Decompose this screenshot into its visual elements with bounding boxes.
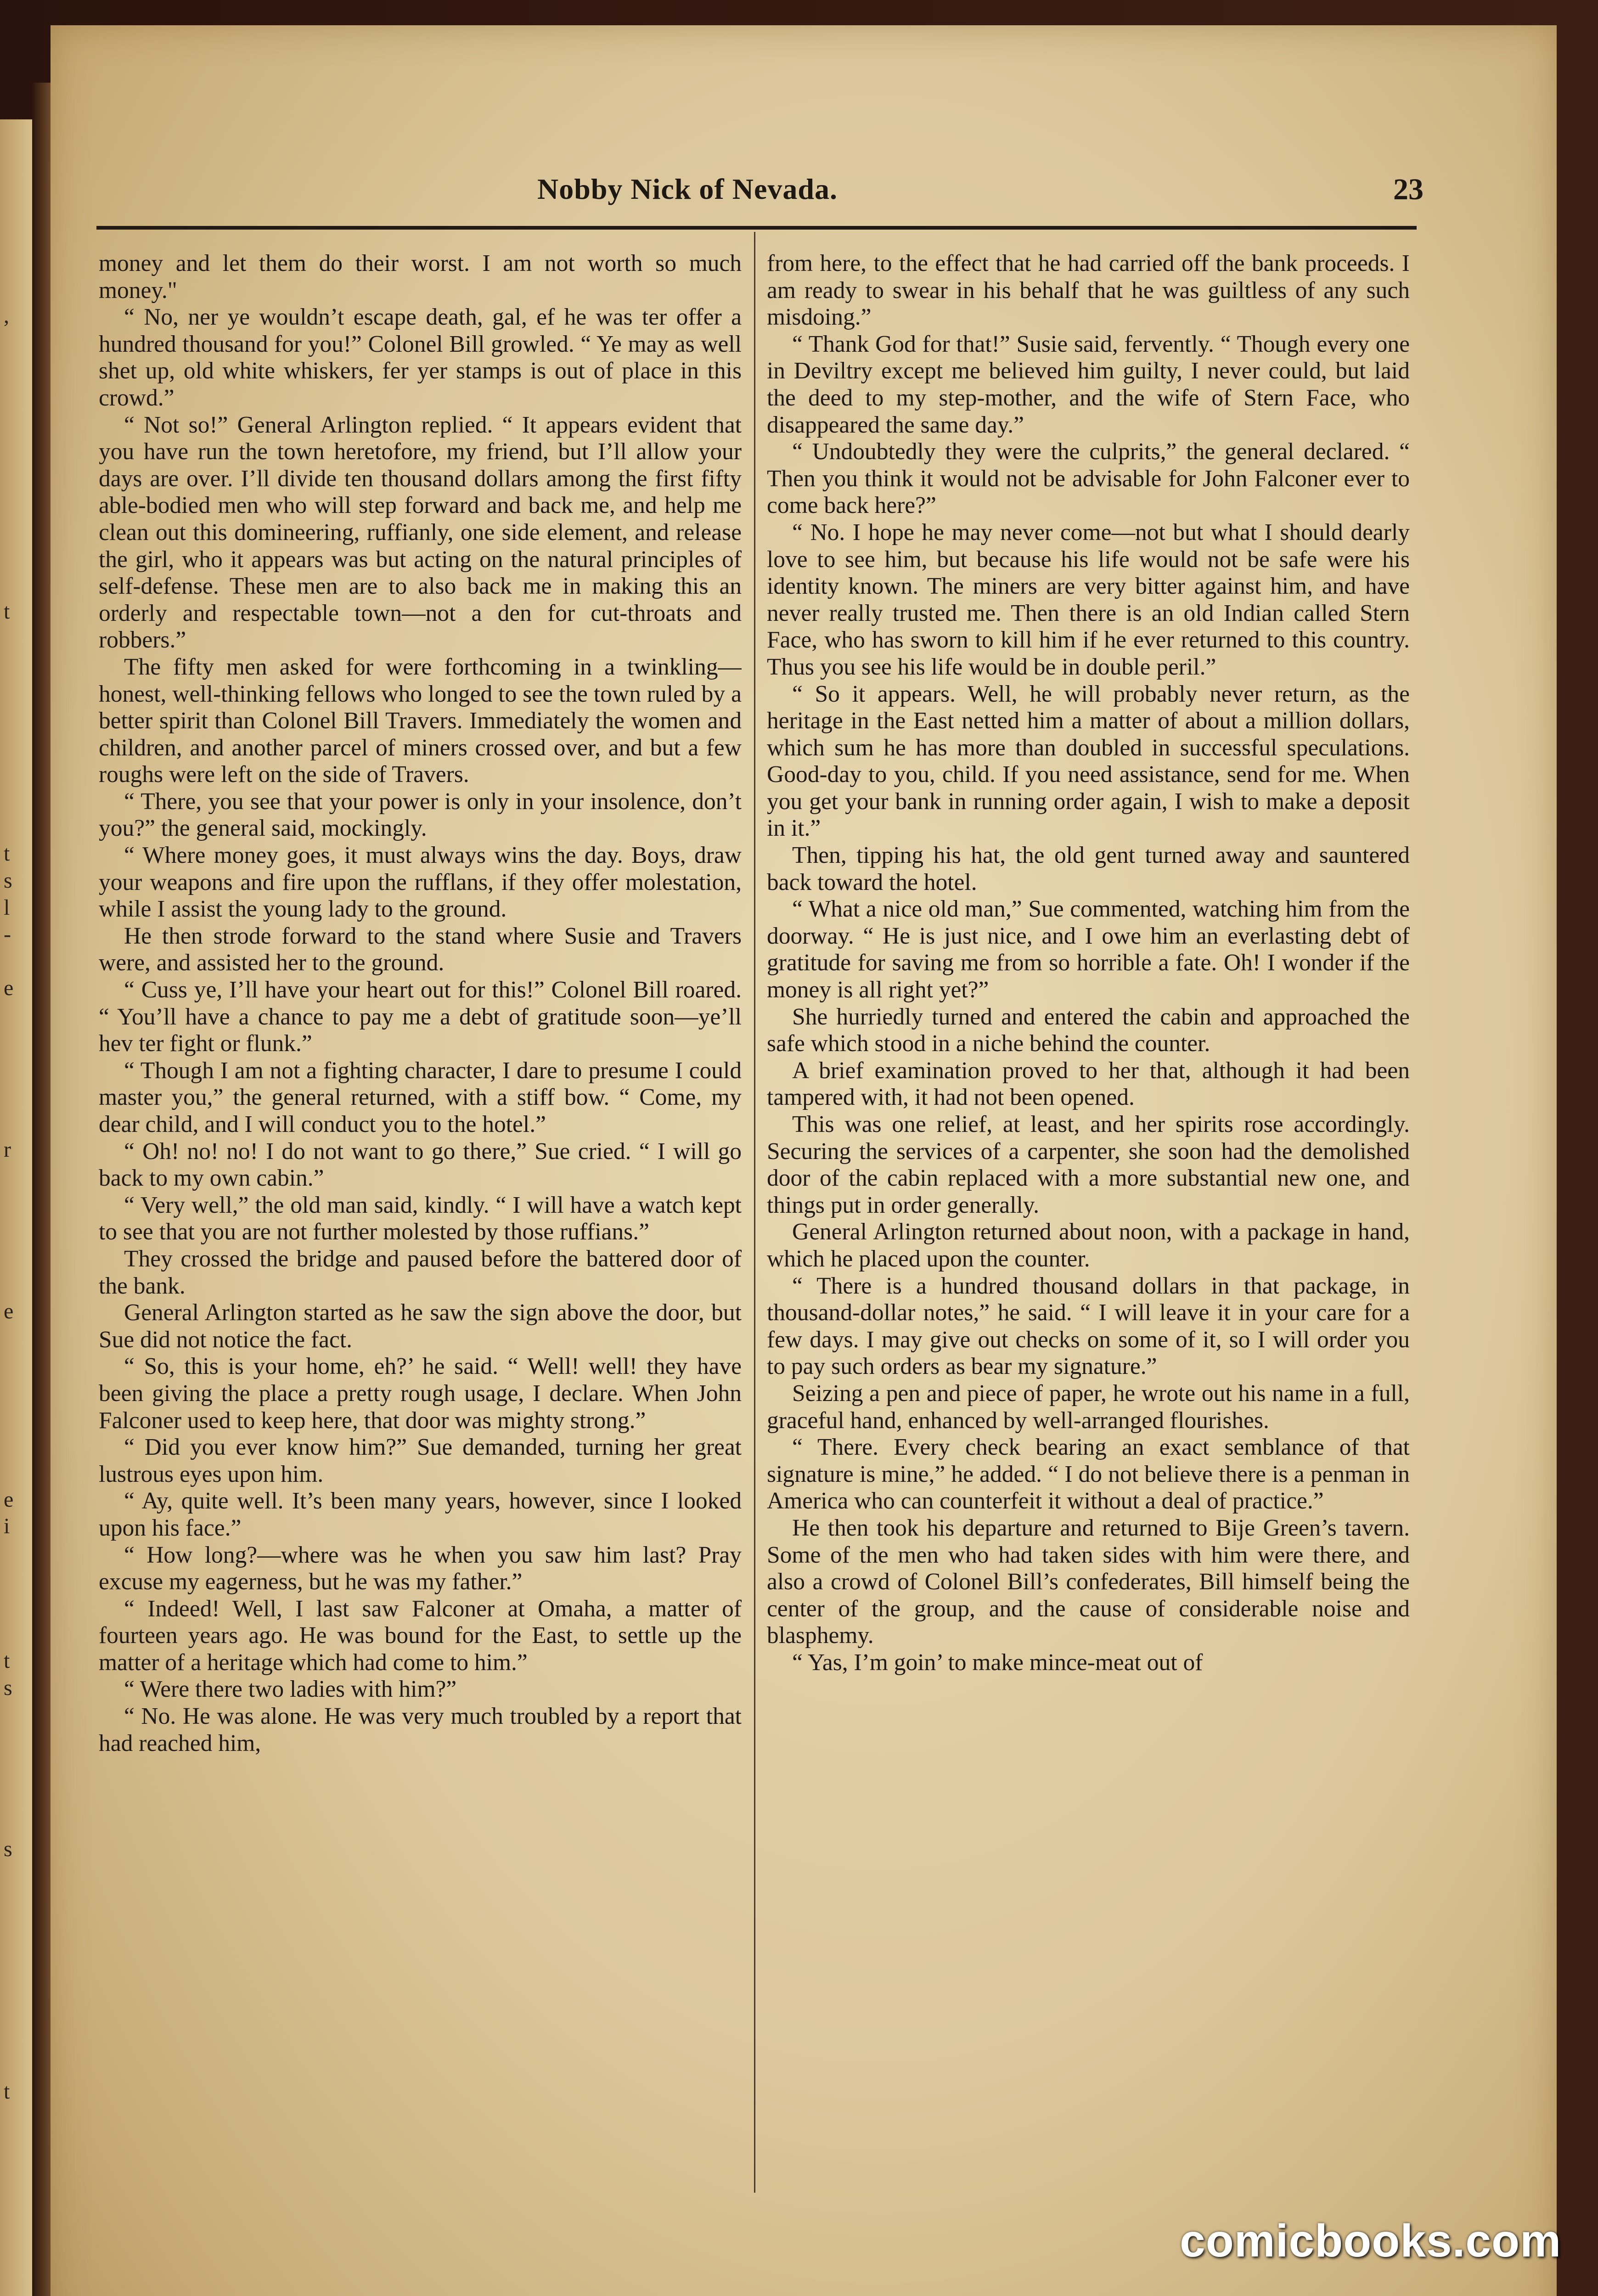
edge-letter: i bbox=[4, 1514, 10, 1539]
paragraph: from here, to the effect that he had carried off the bank proceeds. I am ready to swear in his behalf that he was guiltless of any such misdoing.” bbox=[767, 250, 1410, 331]
edge-letter bbox=[4, 276, 29, 303]
paragraph: Then, tipping his hat, the old gent turned away and sauntered back toward the hotel. bbox=[767, 842, 1410, 895]
paragraph: “ There, you see that your power is only in your insolence, don’t you?” the general said, mockingly. bbox=[99, 788, 742, 842]
edge-letter bbox=[4, 1944, 29, 1971]
edge-letter bbox=[4, 1728, 29, 1756]
edge-letter bbox=[4, 1056, 29, 1083]
edge-letter: t bbox=[4, 2079, 10, 2104]
paragraph: “ There is a hundred thousand dollars in that package, in thousand-dollar notes,” he said. “ I will leave it in your care for a few days. I may give out checks on some of it, so I will order you to pay such orders as bear my signature.” bbox=[767, 1272, 1410, 1380]
edge-letter: t bbox=[4, 1649, 10, 1673]
paragraph: “ Yas, I’m goin’ to make mince-meat out of bbox=[792, 1649, 1203, 1676]
paragraph: A brief examination proved to her that, although it had been tampered with, it had not been opened. bbox=[767, 1057, 1410, 1111]
edge-letter bbox=[4, 1594, 29, 1621]
paragraph: He then strode forward to the stand where Susie and Travers were, and assisted her to the ground. bbox=[99, 923, 742, 976]
edge-letter bbox=[4, 1863, 29, 1890]
edge-letter bbox=[4, 1998, 29, 2025]
paragraph: “ Cuss ye, I’ll have your heart out for this!” Colonel Bill roared. “ You’ll have a chance to pay me a debt of gratitude soon—ye’ll hev ter fight or flunk.” bbox=[99, 977, 742, 1057]
edge-letter bbox=[4, 329, 29, 356]
edge-letter bbox=[4, 1244, 29, 1271]
edge-letter bbox=[4, 1164, 29, 1191]
edge-letter bbox=[4, 1890, 29, 1917]
paragraph: “ No. I hope he may never come—not but what I should dearly love to see him, but because his life would not be safe were his identity known. The miners are very bitter against him, and have never really trusted me. Then there is an old Indian called Stern Face, who has sworn to kill him if he ever returned to this country. Thus you see his life would be in double peril.” bbox=[767, 519, 1410, 680]
edge-letter bbox=[4, 356, 29, 383]
watermark: comicbooks.com bbox=[1180, 2215, 1561, 2267]
edge-letter bbox=[4, 1083, 29, 1110]
paragraph: This was one relief, at least, and her spirits rose accordingly. Securing the services of a carpenter, she soon had the demolished door of the cabin replaced with a more substantial new one, and things put in order generally. bbox=[767, 1111, 1410, 1218]
edge-letter bbox=[4, 491, 29, 518]
edge-letter: s bbox=[4, 1675, 12, 1700]
paragraph: “ Ay, quite well. It’s been many years, however, since I looked upon his face.” bbox=[99, 1488, 742, 1541]
edge-letter bbox=[4, 625, 29, 653]
edge-letter bbox=[4, 733, 29, 760]
edge-letter: e bbox=[4, 1299, 14, 1323]
book-gutter bbox=[32, 83, 51, 2296]
edge-letter bbox=[4, 787, 29, 814]
edge-letter bbox=[4, 1567, 29, 1594]
paragraph: “ So it appears. Well, he will probably never return, as the heritage in the East netted him a matter of about a million dollars, which sum he has more than doubled in successful speculations. Good-day to you, child. If you need assistance, send for me. When you get your bank in running order again, I wish to make a deposit in it.” bbox=[767, 681, 1410, 842]
edge-letter bbox=[4, 2025, 29, 2052]
edge-letter bbox=[4, 1756, 29, 1783]
edge-letter bbox=[4, 1379, 29, 1406]
edge-letter bbox=[4, 572, 29, 599]
edge-letter bbox=[4, 1325, 29, 1352]
paragraph: “ Indeed! Well, I last saw Falconer at Omaha, a matter of fourteen years ago. He was bound for the East, to settle up the matter of a heritage which had come to him.” bbox=[99, 1595, 742, 1676]
edge-letter bbox=[4, 679, 29, 706]
paragraph: “ Thank God for that!” Susie said, fervently. “ Though every one in Deviltry except me believed him guilty, I never could, but laid the deed to my step-mother, and the wife of Stern Face, who disappeared the same day.” bbox=[767, 331, 1410, 438]
text-column-left bbox=[99, 250, 742, 2195]
paragraph: Seizing a pen and piece of paper, he wrote out his name in a full, graceful hand, enhanced by well-arranged flourishes. bbox=[767, 1380, 1410, 1434]
edge-letter bbox=[4, 464, 29, 491]
edge-letter bbox=[4, 1701, 29, 1728]
paragraph: money and let them do their worst. I am not worth so much money." bbox=[99, 250, 742, 304]
edge-letter bbox=[4, 1029, 29, 1056]
paragraph: “ Where money goes, it must always wins the day. Boys, draw your weapons and fire upon the rufflans, if they offer molestation, while I assist the young lady to the ground. bbox=[99, 842, 742, 923]
header-rule bbox=[96, 226, 1417, 230]
paragraph: “ Did you ever know him?” Sue demanded, turning her great lustrous eyes upon him. bbox=[99, 1434, 742, 1487]
paragraph: “ No. He was alone. He was very much troubled by a report that had reached him, bbox=[99, 1703, 742, 1756]
edge-letter: t bbox=[4, 841, 10, 866]
paragraph: “ Though I am not a fighting character, I dare to presume I could master you,” the general returned, with a stiff bow. “ Come, my dear child, and I will conduct you to the hotel.” bbox=[99, 1057, 742, 1137]
edge-letter bbox=[4, 1352, 29, 1379]
edge-letter bbox=[4, 706, 29, 733]
edge-letter bbox=[4, 948, 29, 975]
edge-letter bbox=[4, 1621, 29, 1648]
paragraph: “ How long?—where was he when you saw him last? Pray excuse my eagerness, but he was my father.” bbox=[99, 1542, 742, 1595]
paragraph: “ Oh! no! no! I do not want to go there,” Sue cried. “ I will go back to my own cabin.” bbox=[99, 1138, 742, 1192]
edge-letter bbox=[4, 545, 29, 572]
edge-letter bbox=[4, 1970, 29, 1998]
edge-letter bbox=[4, 437, 29, 464]
edge-letter: t bbox=[4, 599, 10, 624]
edge-letter bbox=[4, 1459, 29, 1486]
paragraph: “ What a nice old man,” Sue commented, watching him from the doorway. “ He is just nice, and I owe him an everlasting debt of gratitude for saving me from so horrible a fate. Oh! I wonder if the money is all right yet?” bbox=[767, 896, 1410, 1003]
edge-letter bbox=[4, 1109, 29, 1137]
running-title: Nobby Nick of Nevada. bbox=[537, 173, 838, 205]
edge-letter bbox=[4, 1809, 29, 1836]
facing-page-letter-fragments bbox=[4, 276, 29, 2204]
running-header bbox=[487, 172, 1424, 214]
edge-letter: - bbox=[4, 922, 11, 947]
edge-letter bbox=[4, 814, 29, 841]
paragraph: The fifty men asked for were forthcoming in a twinkling—honest, well-thinking fellows who longed to see the town ruled by a better spirit than Colonel Bill Travers. Immediately the women and children, and another parcel of miners crossed over, and but a few roughs were left on the side of Travers. bbox=[99, 653, 742, 788]
edge-letter bbox=[4, 1217, 29, 1244]
paragraph: “ Not so!” General Arlington replied. “ It appears evident that you have run the town heretofore, my friend, but I’ll allow your days are over. I’ll divide ten thousand dollars among the first fifty able-bodied men who will step forward and back me, and help me clean out this domineering, ruffianly, one side element, and release the girl, who it appears was but acting on the natural principles of self-defense. These men are to also back me in making this an orderly and respectable town—not a den for cut-throats and robbers.” bbox=[99, 411, 742, 653]
paragraph: General Arlington started as he saw the sign above the door, but Sue did not notice the fact. bbox=[99, 1300, 742, 1353]
edge-letter bbox=[4, 1002, 29, 1029]
edge-letter bbox=[4, 1540, 29, 1567]
paragraph: “ Undoubtedly they were the culprits,” the general declared. “ Then you think it would not be advisable for John Falconer ever to come back here?” bbox=[767, 439, 1410, 519]
edge-letter bbox=[4, 1190, 29, 1217]
edge-letter: e bbox=[4, 976, 14, 1001]
edge-letter bbox=[4, 652, 29, 679]
edge-letter bbox=[4, 1406, 29, 1433]
edge-letter bbox=[4, 1917, 29, 1944]
paragraph: General Arlington returned about noon, with a package in hand, which he placed upon the counter. bbox=[767, 1219, 1410, 1272]
paragraph: “ Were there two ladies with him?” bbox=[124, 1676, 457, 1703]
paragraph: “ No, ner ye wouldn’t escape death, gal, ef he was ter offer a hundred thousand for you!” Colonel Bill growled. “ Ye may as well shet up, old white whiskers, fer yer stamps is out of place in this crowd.” bbox=[99, 304, 742, 411]
paragraph: She hurriedly turned and entered the cabin and approached the safe which stood in a niche behind the counter. bbox=[767, 1003, 1410, 1057]
edge-letter: , bbox=[4, 303, 9, 328]
edge-letter bbox=[4, 1782, 29, 1809]
paragraph: “ There. Every check bearing an exact semblance of that signature is mine,” he added. “ I do not believe there is a penman in America who can counterfeit it without a deal of practice.” bbox=[767, 1434, 1410, 1514]
edge-letter bbox=[4, 1271, 29, 1298]
edge-letter bbox=[4, 760, 29, 787]
edge-letter bbox=[4, 1433, 29, 1460]
edge-letter bbox=[4, 410, 29, 437]
edge-letter bbox=[4, 383, 29, 410]
edge-letter: s bbox=[4, 868, 12, 893]
edge-letter: s bbox=[4, 1837, 12, 1862]
paragraph: “ So, this is your home, eh?’ he said. “ Well! well! they have been giving the place a pretty rough usage, I declare. When John Falconer used to keep here, that door was mighty strong.” bbox=[99, 1353, 742, 1434]
column-divider bbox=[754, 232, 755, 2193]
page-number: 23 bbox=[1393, 173, 1424, 206]
edge-letter: l bbox=[4, 895, 10, 920]
paragraph: He then took his departure and returned to Bije Green’s tavern. Some of the men who had taken sides with him were there, and also a crowd of Colonel Bill’s confederates, Bill himself being the center of the group, and the cause of considerable noise and blasphemy. bbox=[767, 1514, 1410, 1649]
edge-letter: r bbox=[4, 1137, 11, 1162]
edge-letter bbox=[4, 518, 29, 545]
paragraph: “ Very well,” the old man said, kindly. “ I will have a watch kept to see that you are not further molested by those ruffians.” bbox=[99, 1192, 742, 1245]
paragraph: They crossed the bridge and paused before the battered door of the bank. bbox=[99, 1245, 742, 1299]
text-column-right bbox=[767, 250, 1410, 2195]
edge-letter bbox=[4, 2051, 29, 2078]
edge-letter: e bbox=[4, 1487, 14, 1512]
